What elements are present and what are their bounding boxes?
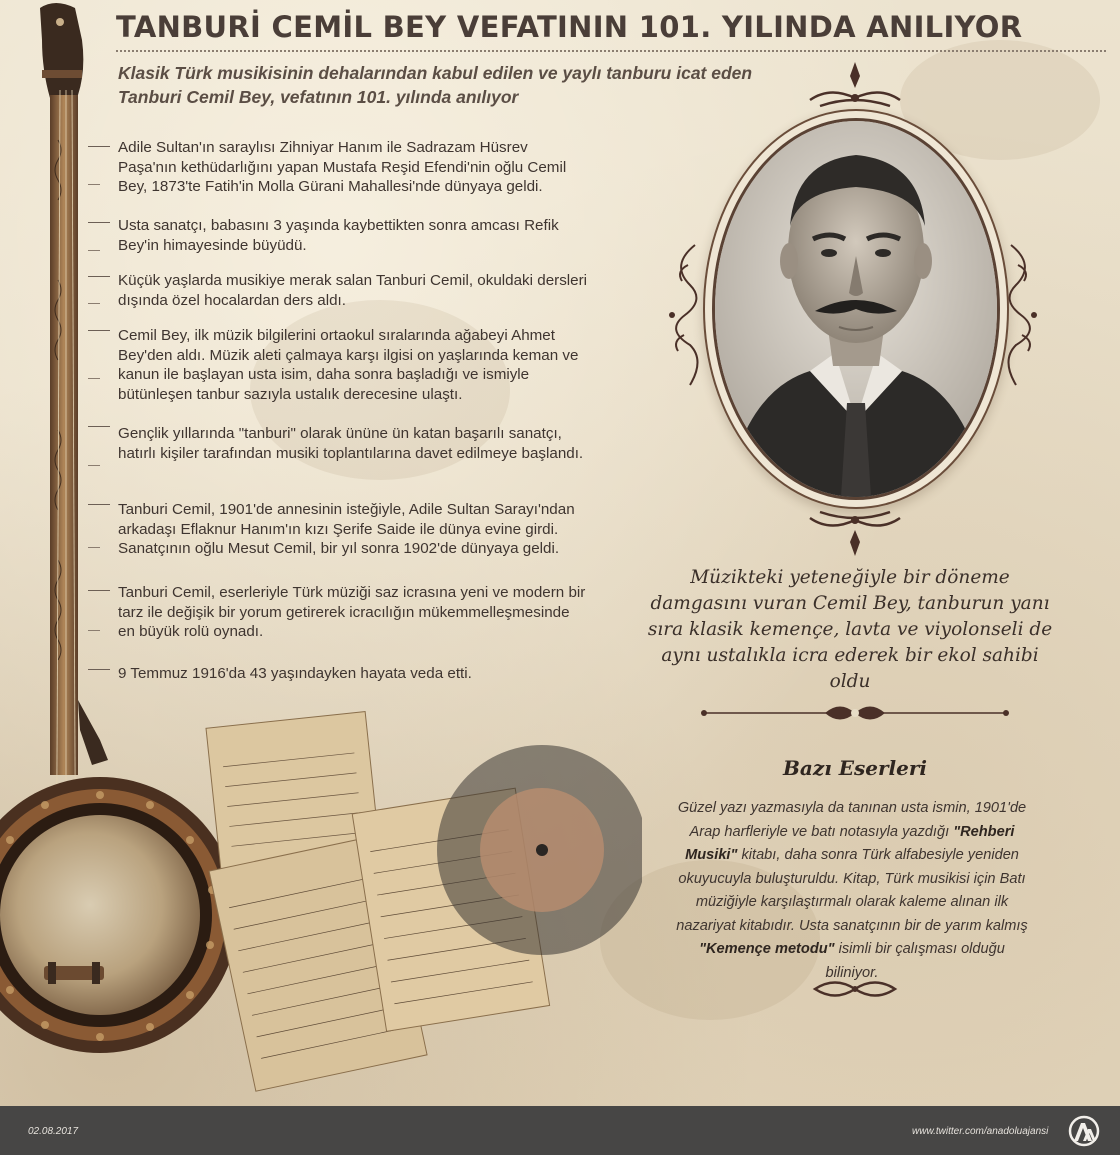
timeline-tick — [88, 426, 110, 427]
footer-twitter-link[interactable]: www.twitter.com/anadoluajansi — [912, 1126, 1049, 1137]
timeline-tick — [88, 146, 110, 147]
works-heading: Bazı Eserleri — [782, 756, 927, 780]
timeline-tick — [88, 276, 110, 277]
timeline-entry: 9 Temmuz 1916'da 43 yaşındayken hayata veda etti. — [118, 665, 472, 682]
quote-text: Müzikteki yeteneğiyle bir döneme damgasını vuran Cemil Bey, tanburun yanı sıra klasik kemençe, lavta ve viyolonseli de aynı ustalıkla icra ederek bir ekol sahibi oldu — [647, 567, 1053, 692]
works-text: kitabı, daha sonra Türk alfabesiyle yeniden okuyucuyla buluşturuldu. Kitap, Türk musikisi için Batı müziğiyle karşılaştırmalı olarak kaleme alınan ilk nazariyat kitabıdır. Usta sanatçının bir de yarım kalmış — [676, 847, 1028, 934]
works-description — [672, 797, 1032, 985]
timeline-entry: Adile Sultan'ın saraylısı Zihniyar Hanım ile Sadrazam Hüsrev Paşa'nın kethüdarlığını yapan Mustafa Reşid Efendi'nin oğlu Cemil Bey, 1873'te Fatih'in Molla Gürani Mahallesi'nde dünyaya geldi. — [118, 139, 567, 195]
timeline-tick — [88, 504, 110, 505]
works-text: Güzel yazı yazmasıyla da tanınan usta ismin, 1901'de Arap harfleriyle ve batı notasıyla yazdığı — [677, 800, 1027, 840]
works-highlight-rehberi-musiki: "Rehberi Musiki" — [685, 823, 1015, 863]
timeline-minor-tick — [88, 547, 100, 548]
paper-stain — [900, 40, 1100, 160]
timeline-entry: Küçük yaşlarda musikiye merak salan Tanburi Cemil, okuldaki dersleri dışında özel hocalardan ders aldı. — [118, 272, 588, 309]
gramophone-record-illustration — [432, 740, 642, 970]
footer-bar — [0, 1106, 1120, 1155]
timeline-minor-tick — [88, 630, 100, 631]
timeline-minor-tick — [88, 250, 100, 251]
portrait-frame — [712, 118, 1000, 500]
timeline-entry: Gençlik yıllarında "tanburi" olarak ününe ün katan başarılı sanatçı, hatırlı kişiler tarafından musiki toplantılarına davet edilmeye başlandı. — [118, 425, 584, 462]
flourish-ornament-left — [660, 235, 710, 395]
flourish-ornament-top — [800, 58, 910, 118]
title-divider — [116, 50, 1106, 52]
works-highlight-kemence-metodu: "Kemençe metodu" — [699, 941, 835, 957]
timeline-minor-tick — [88, 184, 100, 185]
page-title: TANBURİ CEMİL BEY VEFATININ 101. YILINDA ANILIYOR — [116, 10, 1023, 44]
flourish-ornament-right — [996, 235, 1046, 395]
timeline-tick — [88, 590, 110, 591]
flourish-ornament-bottom — [800, 500, 910, 560]
timeline-minor-tick — [88, 465, 100, 466]
timeline-entry: Tanburi Cemil, 1901'de annesinin isteğiyle, Adile Sultan Sarayı'ndan arkadaşı Eflaknur Hanım'ın kızı Şerife Saide ile dünya evine girdi. Sanatçının oğlu Mesut Cemil, bir yıl sonra 1902'de dünyaya geldi. — [118, 501, 575, 557]
timeline-tick — [88, 330, 110, 331]
ornamental-divider — [700, 698, 1010, 728]
anadolu-agency-logo-icon — [1066, 1115, 1102, 1147]
timeline-minor-tick — [88, 303, 100, 304]
flourish-ornament-small — [810, 976, 900, 1002]
timeline-entry: Usta sanatçı, babasını 3 yaşında kaybettikten sonra amcası Refik Bey'in himayesinde büyüdü. — [118, 217, 559, 254]
timeline-entry: Cemil Bey, ilk müzik bilgilerini ortaokul sıralarında ağabeyi Ahmet Bey'den aldı. Müzik aleti çalmaya karşı ilgisi on yaşlarında keman ve kanun ile başlayan usta isim, daha sonra başladığı ve ismiyle bütünleşen tanbur sazıyla ustalık derecesine ulaştı. — [118, 327, 579, 403]
timeline-entry: Tanburi Cemil, eserleriyle Türk müziği saz icrasına yeni ve modern bir tarz ile değişik bir yorum getirerek icracılığın mükemmelleşmesinde en büyük rolü oynadı. — [118, 584, 586, 640]
timeline-tick — [88, 669, 110, 670]
page-subtitle: Klasik Türk musikisinin dehalarından kabul edilen ve yaylı tanburu icat eden Tanburi Cemil Bey, vefatının 101. yılında anılıyor — [118, 63, 753, 107]
footer-date: 02.08.2017 — [28, 1126, 79, 1137]
portrait-photo — [715, 121, 997, 497]
works-text: isimli bir çalışması olduğu biliniyor. — [825, 941, 1005, 981]
timeline-minor-tick — [88, 378, 100, 379]
timeline-tick — [88, 222, 110, 223]
